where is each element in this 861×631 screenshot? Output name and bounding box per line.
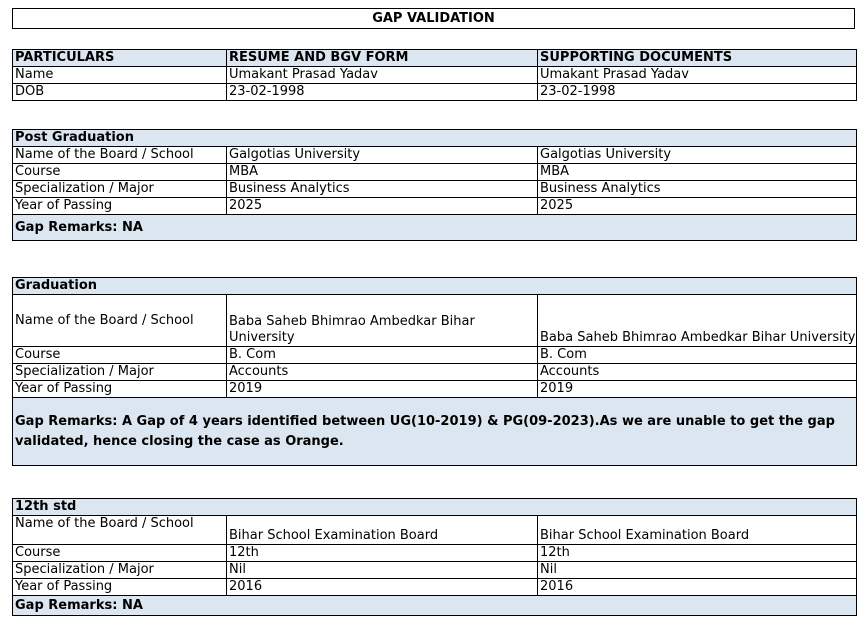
personal-table bbox=[12, 49, 857, 101]
docs-value: Galgotias University bbox=[538, 147, 857, 164]
section-heading: 12th std bbox=[13, 499, 857, 516]
row-label: Name of the Board / School bbox=[13, 295, 227, 347]
row-label: Specialization / Major bbox=[13, 562, 227, 579]
resume-value: Baba Saheb Bhimrao Ambedkar Bihar University bbox=[227, 295, 538, 347]
resume-value: Nil bbox=[227, 562, 538, 579]
table-row bbox=[13, 579, 857, 596]
docs-value: Accounts bbox=[538, 364, 857, 381]
resume-value: MBA bbox=[227, 164, 538, 181]
resume-value: 2019 bbox=[227, 381, 538, 398]
header-particulars: PARTICULARS bbox=[13, 50, 227, 67]
row-label: Name of the Board / School bbox=[13, 516, 227, 545]
table-row bbox=[13, 562, 857, 579]
row-label: Course bbox=[13, 347, 227, 364]
table-row bbox=[13, 347, 857, 364]
table-row bbox=[13, 295, 857, 347]
resume-value: B. Com bbox=[227, 347, 538, 364]
docs-value: 12th bbox=[538, 545, 857, 562]
resume-value: 12th bbox=[227, 545, 538, 562]
section-heading: Post Graduation bbox=[13, 130, 857, 147]
table-row bbox=[13, 164, 857, 181]
gap-remarks: Gap Remarks: NA bbox=[13, 596, 857, 616]
docs-value: Baba Saheb Bhimrao Ambedkar Bihar University bbox=[538, 295, 857, 347]
resume-value: 23-02-1998 bbox=[227, 84, 538, 101]
section-heading: Graduation bbox=[13, 278, 857, 295]
docs-value: 2016 bbox=[538, 579, 857, 596]
gap-remarks-row bbox=[13, 215, 857, 241]
row-label: Specialization / Major bbox=[13, 364, 227, 381]
row-label: Name bbox=[13, 67, 227, 84]
resume-value: 2016 bbox=[227, 579, 538, 596]
docs-value: 23-02-1998 bbox=[538, 84, 857, 101]
resume-value: Umakant Prasad Yadav bbox=[227, 67, 538, 84]
docs-value: MBA bbox=[538, 164, 857, 181]
page-title: GAP VALIDATION bbox=[12, 8, 855, 29]
twelfth-table bbox=[12, 498, 857, 616]
header-resume: RESUME AND BGV FORM bbox=[227, 50, 538, 67]
gap-remarks-row bbox=[13, 596, 857, 616]
docs-value: Nil bbox=[538, 562, 857, 579]
docs-value: B. Com bbox=[538, 347, 857, 364]
gap-remarks: Gap Remarks: A Gap of 4 years identified between UG(10-2019) & PG(09-2023).As we are unable to get the gap validated, hence closing the case as Orange. bbox=[13, 398, 857, 466]
post-graduation-table bbox=[12, 129, 857, 241]
header-documents: SUPPORTING DOCUMENTS bbox=[538, 50, 857, 67]
row-label: Year of Passing bbox=[13, 381, 227, 398]
resume-value: 2025 bbox=[227, 198, 538, 215]
table-row bbox=[13, 516, 857, 545]
row-label: Year of Passing bbox=[13, 198, 227, 215]
table-row bbox=[13, 84, 857, 101]
table-row bbox=[13, 198, 857, 215]
section-heading-row bbox=[13, 499, 857, 516]
section-heading-row bbox=[13, 130, 857, 147]
gap-remarks: Gap Remarks: NA bbox=[13, 215, 857, 241]
resume-value: Accounts bbox=[227, 364, 538, 381]
section-heading-row bbox=[13, 278, 857, 295]
table-header-row bbox=[13, 50, 857, 67]
docs-value: Umakant Prasad Yadav bbox=[538, 67, 857, 84]
table-row bbox=[13, 67, 857, 84]
row-label: Course bbox=[13, 164, 227, 181]
row-label: DOB bbox=[13, 84, 227, 101]
docs-value: Business Analytics bbox=[538, 181, 857, 198]
resume-value: Bihar School Examination Board bbox=[227, 516, 538, 545]
graduation-table bbox=[12, 277, 857, 466]
docs-value: 2019 bbox=[538, 381, 857, 398]
row-label: Course bbox=[13, 545, 227, 562]
row-label: Year of Passing bbox=[13, 579, 227, 596]
row-label: Specialization / Major bbox=[13, 181, 227, 198]
resume-value: Galgotias University bbox=[227, 147, 538, 164]
table-row bbox=[13, 545, 857, 562]
docs-value: Bihar School Examination Board bbox=[538, 516, 857, 545]
table-row bbox=[13, 181, 857, 198]
table-row bbox=[13, 364, 857, 381]
row-label: Name of the Board / School bbox=[13, 147, 227, 164]
table-row bbox=[13, 147, 857, 164]
docs-value: 2025 bbox=[538, 198, 857, 215]
resume-value: Business Analytics bbox=[227, 181, 538, 198]
gap-remarks-row bbox=[13, 398, 857, 466]
table-row bbox=[13, 381, 857, 398]
